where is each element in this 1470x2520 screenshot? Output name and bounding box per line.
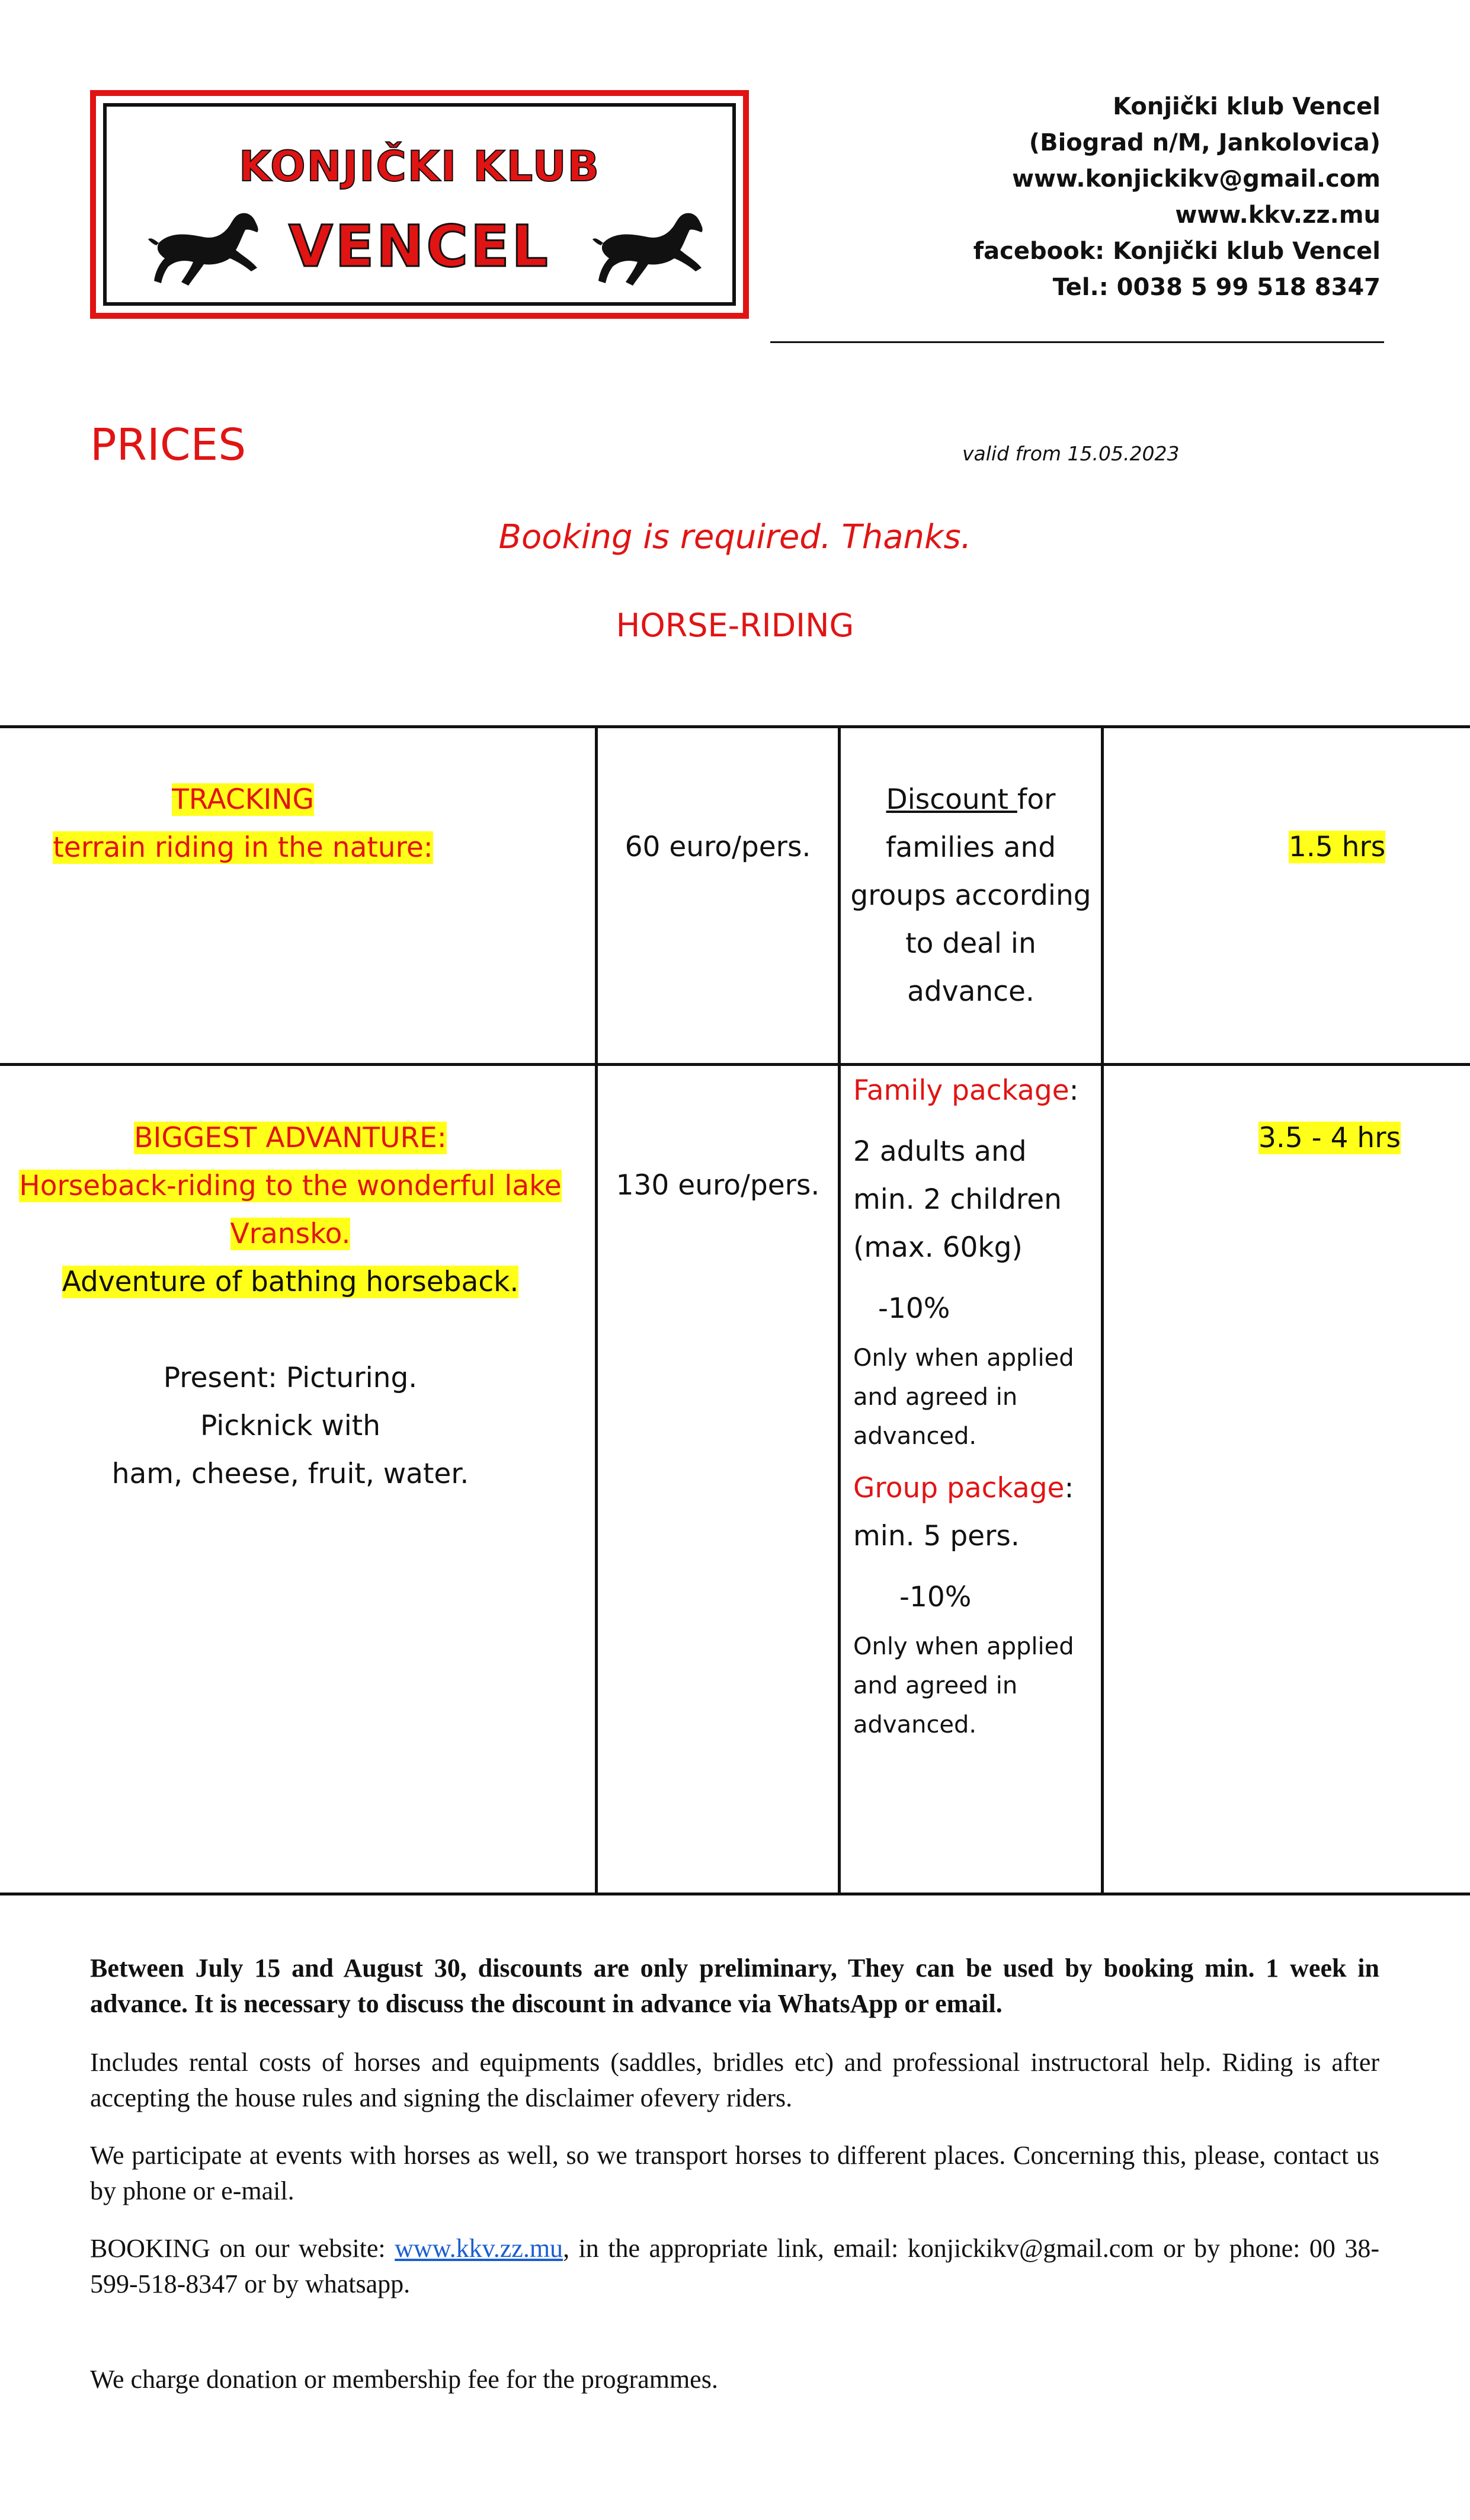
row1-duration [1289,823,1385,871]
table-row [0,1114,581,1498]
discount-line: groups according [850,879,1091,912]
events-paragraph: We participate at events with horses as well, so we transport horses to different places. Concerning this, please, contact us by phone or e-mail. [90,2141,1379,2205]
row2-subtitle: Horseback-riding to the wonderful lake [19,1170,562,1202]
family-line: 2 adults and [853,1135,1027,1168]
row1-price: 60 euro/pers. [624,831,811,863]
family-note: and agreed in [853,1384,1018,1411]
group-note: Only when applied [853,1633,1074,1660]
family-line: (max. 60kg) [853,1231,1023,1264]
family-line: min. 2 children [853,1183,1062,1216]
contact-name: Konjički klub Vencel [1113,93,1381,120]
group-note: advanced. [853,1711,977,1738]
discount-notice: Between July 15 and August 30, discounts are only preliminary, They can be used by booking min. 1 week in advance. It is necessary to discuss the discount in advance via WhatsApp or email. [90,1954,1379,2018]
section-title: HORSE-RIDING [616,607,854,644]
row2-extra: Present: Picturing. [163,1362,418,1394]
row2-title: BIGGEST ADVANTURE: [134,1122,447,1154]
club-logo [90,90,749,319]
row1-title: TRACKING [172,783,314,816]
logo-inner-frame [103,103,736,306]
label-colon: : [1064,1472,1074,1504]
fee-paragraph: We charge donation or membership fee for the programmes. [90,2365,718,2394]
contact-phone: Tel.: 0038 5 99 518 8347 [1052,274,1381,301]
table-border-bottom [0,1893,1470,1895]
contact-location: (Biograd n/M, Jankolovica) [1029,129,1381,156]
table-row-divider [0,1063,1470,1066]
booking-note: Booking is required. Thanks. [498,518,972,556]
row2-duration [1258,1114,1401,1162]
header-divider [770,341,1384,343]
booking-text: BOOKING on our website: [90,2234,395,2263]
price-table [0,725,1470,1895]
contact-website[interactable]: www.kkv.zz.mu [1175,201,1381,229]
booking-text-rest: , in the appropriate link, email: konjickikv@gmail.com or by phone: 00 38-599-518-8347 or by whatsapp. [90,2234,1379,2298]
logo-text-club: KONJIČKI KLUB [239,142,600,191]
group-note: and agreed in [853,1672,1018,1699]
website-link[interactable]: www.kkv.zz.mu [395,2234,563,2263]
family-package-label: Family package [853,1074,1069,1107]
family-discount: -10% [878,1292,950,1325]
page-title: PRICES [90,420,246,470]
contact-block [764,89,1381,306]
table-col-divider [595,725,598,1895]
row2-packages [853,1067,1096,1744]
contact-email[interactable]: www.konjickikv@gmail.com [1012,165,1381,193]
family-note: advanced. [853,1423,977,1450]
logo-text-vencel: VENCEL [289,213,550,280]
row2-extra: ham, cheese, fruit, water. [111,1458,469,1490]
discount-label: Discount [886,783,1017,816]
row1-subtitle: terrain riding in the nature: [53,831,433,864]
group-package-label: Group package [853,1472,1065,1504]
group-line: min. 5 pers. [853,1520,1020,1552]
label-colon: : [1069,1074,1079,1107]
discount-label-rest: for [1017,783,1056,816]
discount-line: families and [885,831,1056,864]
row1-discount [841,776,1101,1016]
table-row [0,776,486,872]
booking-paragraph [90,2231,1379,2302]
discount-line: to deal in [905,927,1036,960]
duration-value: 3.5 - 4 hrs [1258,1122,1401,1154]
row2-adventure: Adventure of bathing horseback. [62,1266,519,1298]
valid-from-date: valid from 15.05.2023 [962,442,1180,465]
row2-subtitle-cont: Vransko. [230,1218,351,1250]
discount-line: advance. [907,975,1035,1008]
includes-paragraph: Includes rental costs of horses and equipments (saddles, bridles etc) and professional instructoral help. Riding is after accepting the house rules and signing the disclaimer ofevery riders. [90,2048,1379,2112]
table-border-top [0,725,1470,728]
contact-facebook[interactable]: facebook: Konjički klub Vencel [973,238,1381,265]
row2-price: 130 euro/pers. [616,1169,820,1202]
duration-value: 1.5 hrs [1289,831,1386,863]
group-discount: -10% [899,1581,972,1613]
family-note: Only when applied [853,1344,1074,1372]
row2-extra: Picknick with [200,1410,380,1442]
table-col-divider [1101,725,1104,1895]
